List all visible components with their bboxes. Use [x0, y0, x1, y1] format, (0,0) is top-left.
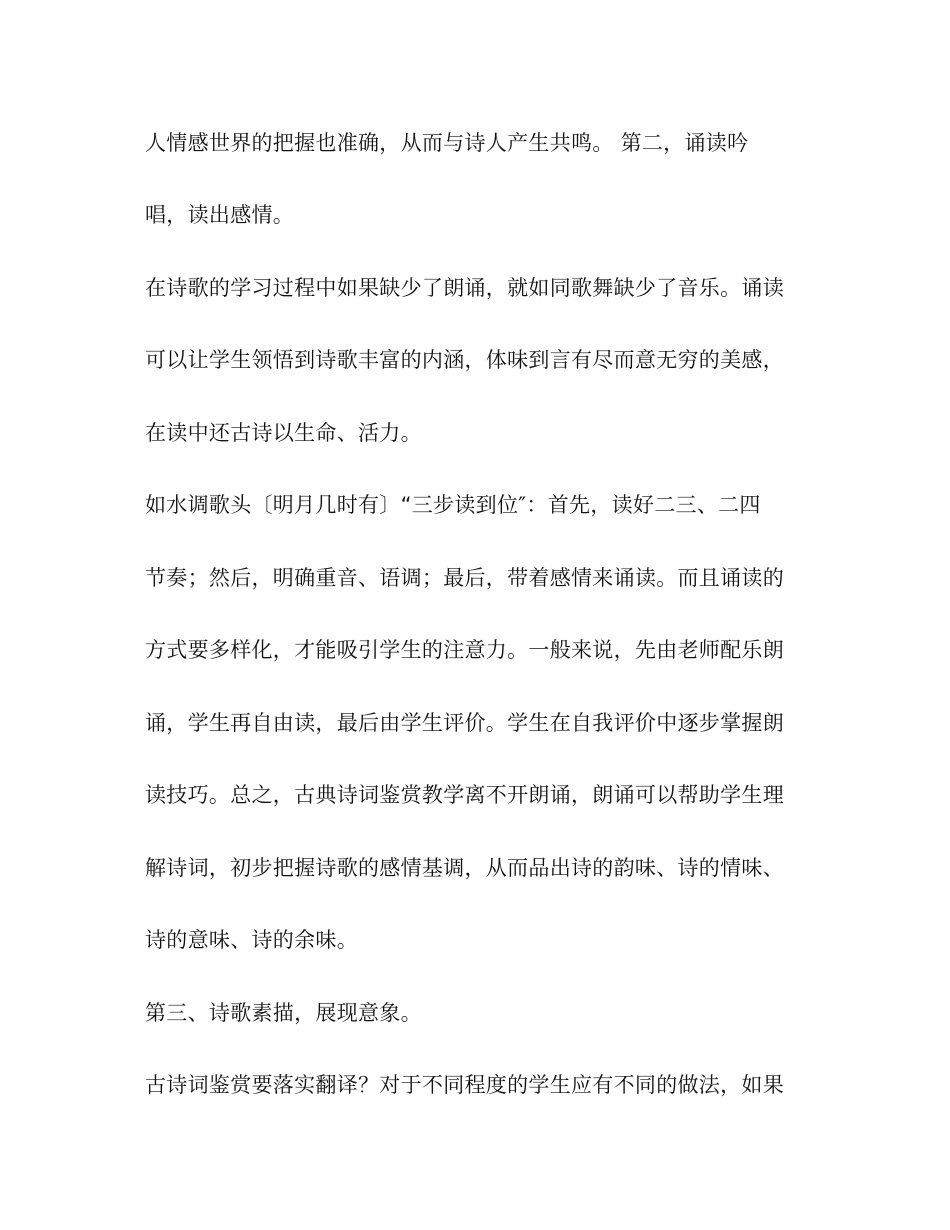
text-line: 如水调歌头〔明月几时有〕“三步读到位″：首先，读好二三、二四 [145, 493, 761, 517]
text-line: 可以让学生领悟到诗歌丰富的内涵，体味到言有尽而意无穷的美感， [145, 348, 784, 372]
text-line: 方式要多样化，才能吸引学生的注意力。一般来说，先由老师配乐朗 [145, 638, 784, 662]
text-line: 在诗歌的学习过程中如果缺少了朗诵，就如同歌舞缺少了音乐。诵读 [145, 276, 784, 300]
text-line: 人情感世界的把握也准确，从而与诗人产生共鸣。 第二，诵读吟 [145, 131, 749, 155]
text-line: 节奏；然后，明确重音、语调；最后，带着感情来诵读。而且诵读的 [145, 566, 784, 590]
text-line: 古诗词鉴赏要落实翻译？对于不同程度的学生应有不同的做法，如果 [145, 1073, 784, 1097]
text-line: 诗的意味、诗的余味。 [145, 928, 358, 952]
text-line: 唱，读出感情。 [145, 203, 295, 227]
text-line: 在读中还古诗以生命、活力。 [145, 421, 422, 445]
text-line: 诵，学生再自由读，最后由学生评价。学生在自我评价中逐步掌握朗 [145, 711, 784, 735]
section-heading: 第三、诗歌素描，展现意象。 [145, 1001, 422, 1025]
text-line: 解诗词，初步把握诗歌的感情基调，从而品出诗的韵味、诗的情味、 [145, 856, 784, 880]
text-line: 读技巧。总之，古典诗词鉴赏教学离不开朗诵，朗诵可以帮助学生理 [145, 783, 784, 807]
